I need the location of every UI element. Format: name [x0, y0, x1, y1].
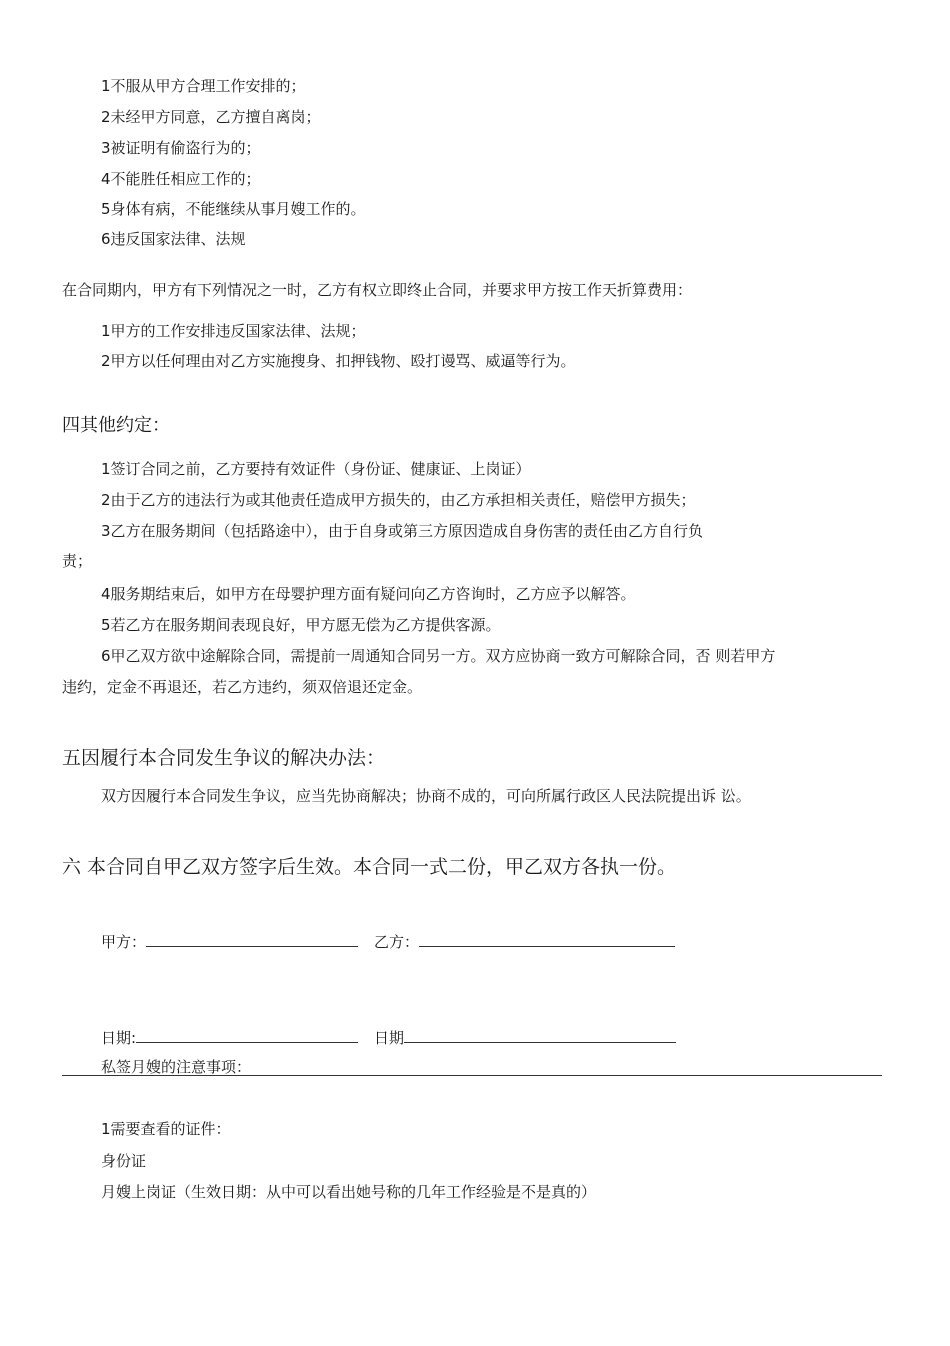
clause-item: 4不能胜任相应工作的；: [101, 170, 261, 188]
notes-heading: 私签月嫂的注意事项：: [101, 1058, 252, 1076]
clause-item: 1甲方的工作安排违反国家法律、法规；: [101, 322, 366, 340]
signature-party-a: [101, 932, 358, 952]
clause-item: 违约，定金不再退还，若乙方违约，须双倍退还定金。: [62, 678, 423, 696]
signature-line[interactable]: [419, 932, 675, 947]
note-item: 月嫂上岗证（生效日期：从中可以看出她号称的几年工作经验是不是真的）: [101, 1183, 597, 1201]
signature-party-b: [374, 932, 675, 952]
section-heading: 六 本合同自甲乙双方签字后生效。本合同一式二份，甲乙双方各执一份。: [62, 856, 677, 878]
clause-item: 4服务期结束后，如甲方在母婴护理方面有疑问向乙方咨询时，乙方应予以解答。: [101, 585, 636, 603]
clause-item: 3乙方在服务期间（包括路途中），由于自身或第三方原因造成自身伤害的责任由乙方自行负: [101, 522, 704, 540]
date-label: 日期: [374, 1029, 405, 1047]
note-item: 1需要查看的证件：: [101, 1120, 231, 1138]
paragraph: 双方因履行本合同发生争议，应当先协商解决；协商不成的，可向所属行政区人民法院提出诉 讼。: [101, 787, 751, 805]
clause-item: 1签订合同之前，乙方要持有效证件（身份证、健康证、上岗证）: [101, 460, 531, 478]
clause-item: 3被证明有偷盗行为的；: [101, 139, 261, 157]
clause-item: 2甲方以任何理由对乙方实施搜身、扣押钱物、殴打谩骂、威逼等行为。: [101, 352, 576, 370]
section-heading: 五因履行本合同发生争议的解决办法：: [62, 747, 386, 769]
date-line[interactable]: [404, 1028, 676, 1043]
date-line[interactable]: [136, 1028, 358, 1043]
clause-item: 5若乙方在服务期间表现良好，甲方愿无偿为乙方提供客源。: [101, 616, 501, 634]
signature-line[interactable]: [146, 932, 358, 947]
paragraph: 在合同期内，甲方有下列情况之一时，乙方有权立即终止合同，并要求甲方按工作天折算费用：: [62, 281, 693, 299]
note-item: 身份证: [101, 1152, 147, 1170]
date-party-a: [101, 1028, 358, 1048]
date-label: 日期:: [101, 1029, 137, 1047]
clause-item: 2由于乙方的违法行为或其他责任造成甲方损失的，由乙方承担相关责任，赔偿甲方损失；: [101, 491, 696, 509]
clause-item: 6违反国家法律、法规: [101, 230, 246, 248]
signature-label: 甲方：: [101, 933, 147, 951]
signature-label: 乙方：: [374, 933, 420, 951]
date-party-b: [374, 1028, 676, 1048]
clause-item: 责；: [62, 552, 93, 570]
section-heading: 四其他约定：: [62, 415, 170, 436]
clause-item: 2未经甲方同意，乙方擅自离岗；: [101, 108, 321, 126]
clause-item: 5身体有病，不能继续从事月嫂工作的。: [101, 200, 366, 218]
clause-item: 6甲乙双方欲中途解除合同，需提前一周通知合同另一方。双方应协商一致方可解除合同，否 则若甲方: [101, 647, 776, 665]
divider: [62, 1075, 882, 1076]
clause-item: 1不服从甲方合理工作安排的；: [101, 77, 306, 95]
